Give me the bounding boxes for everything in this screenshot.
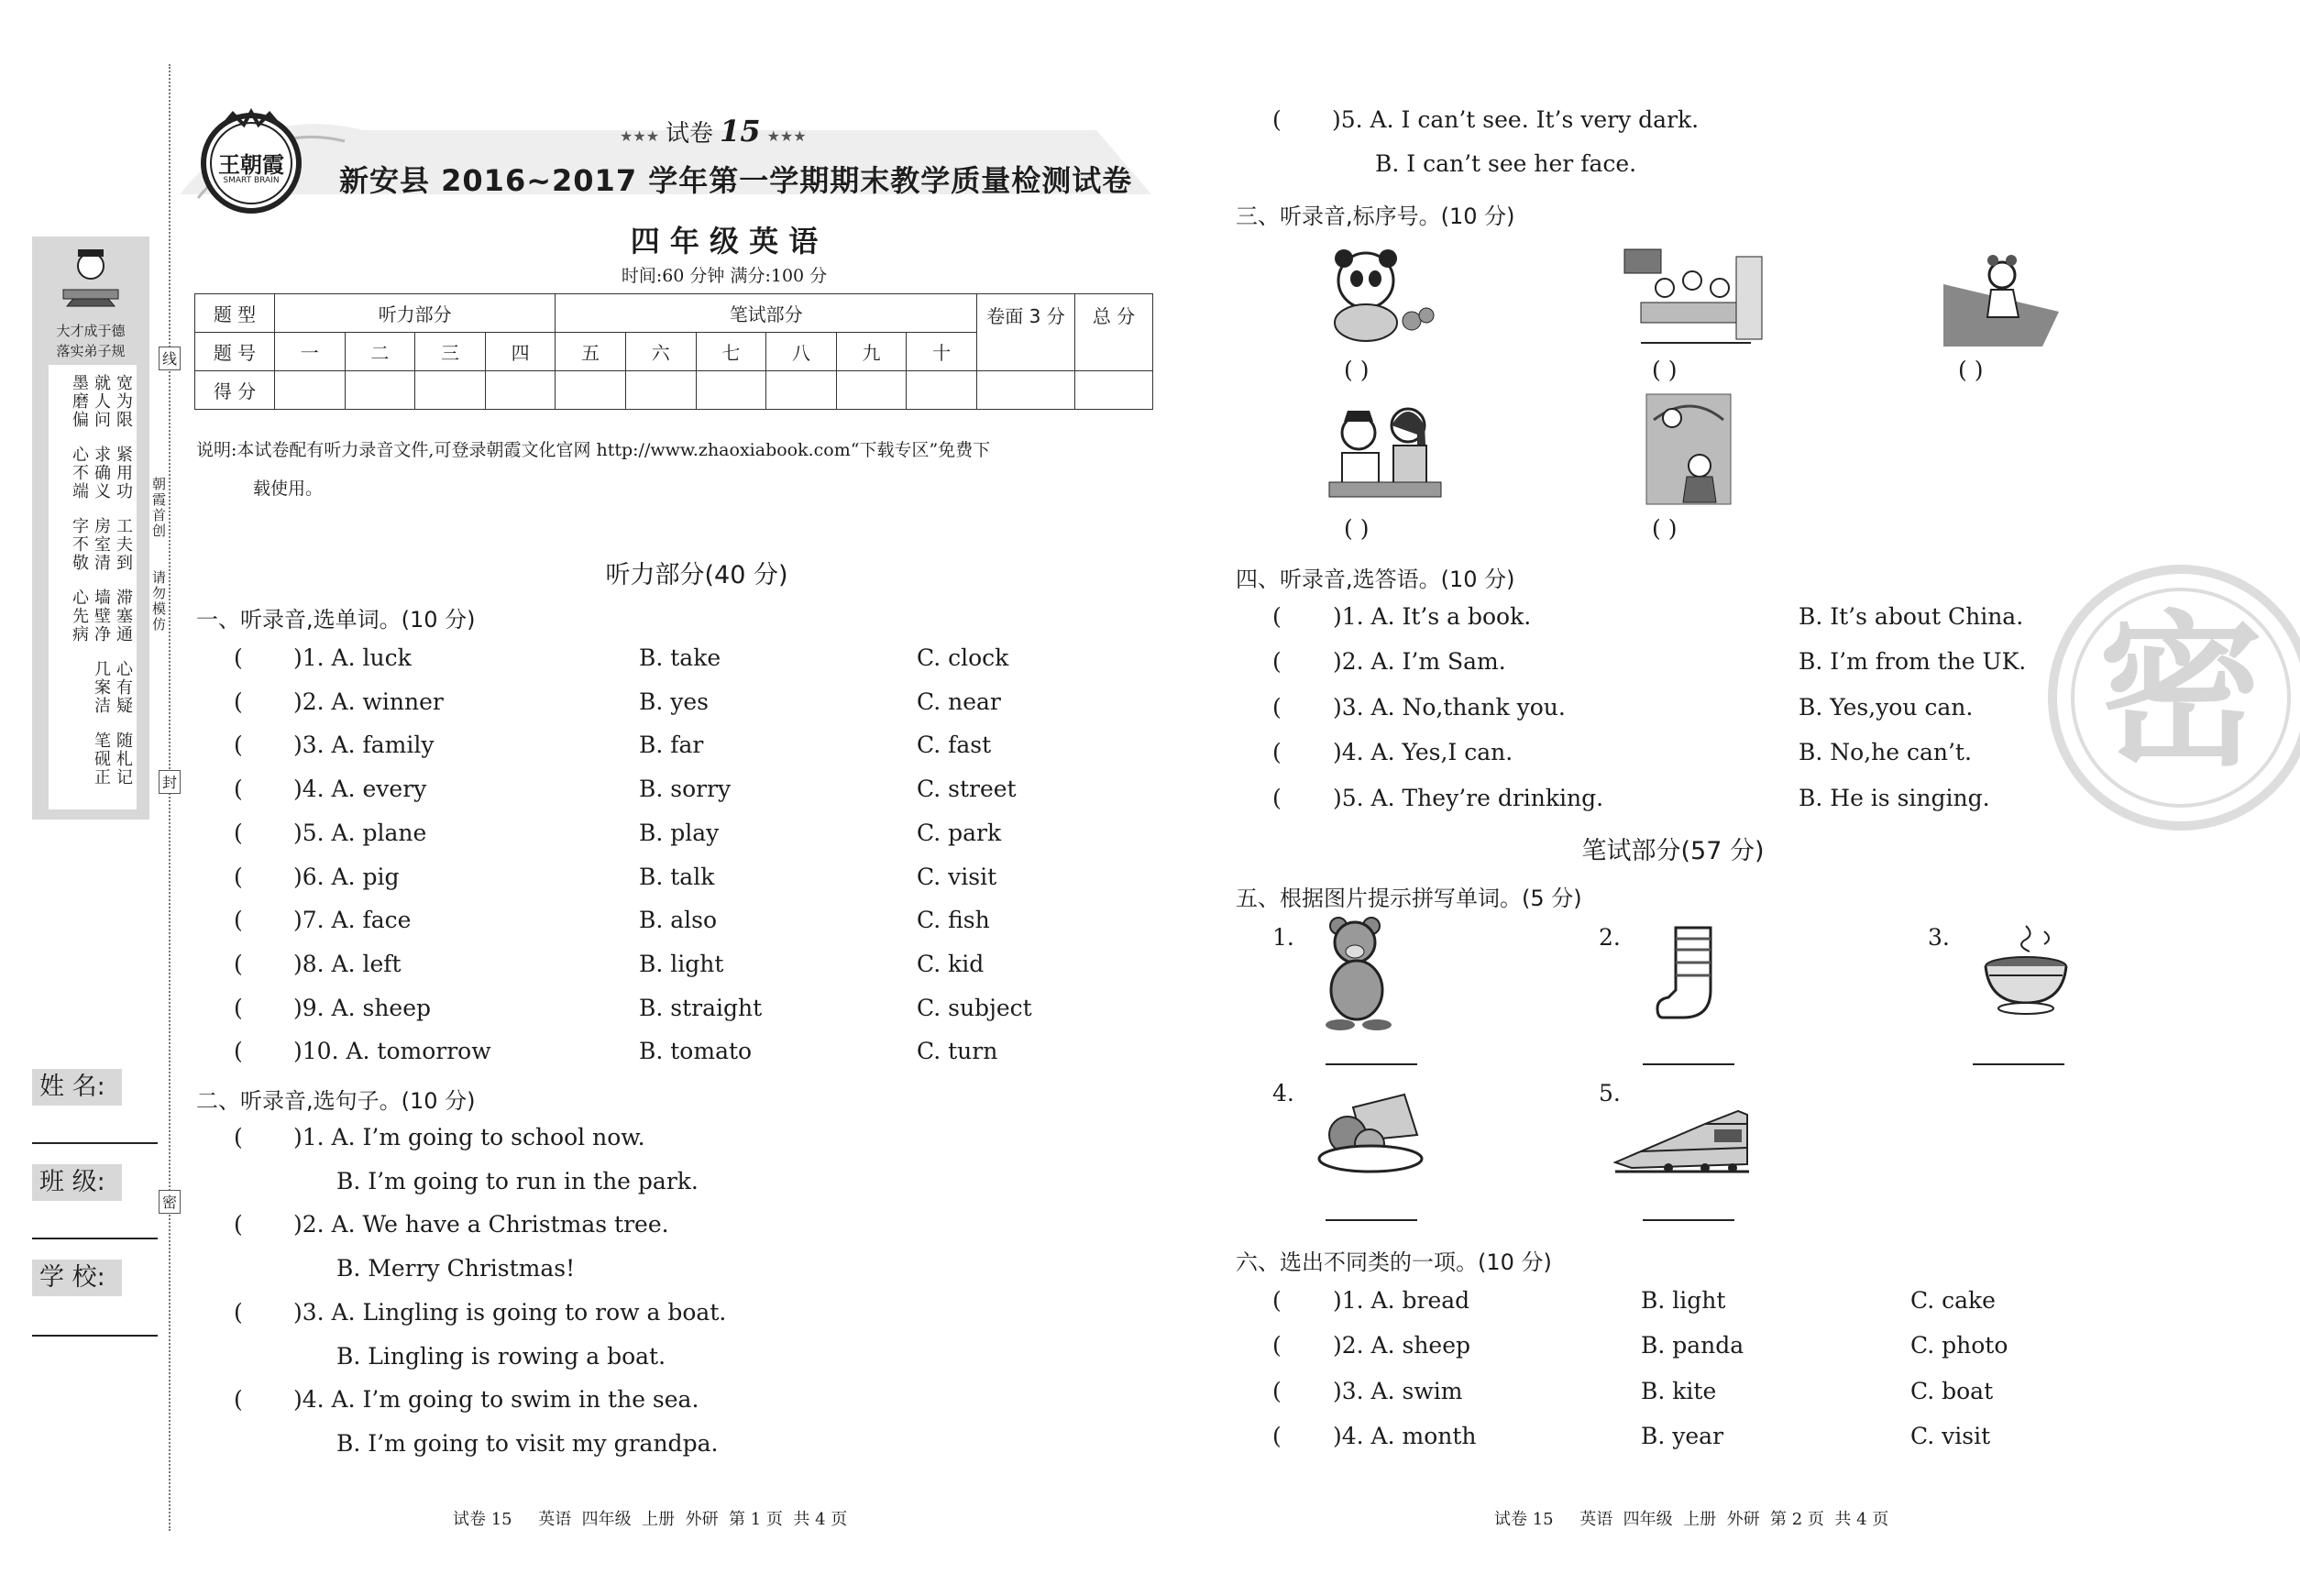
answer-paren[interactable]: ( [1272, 739, 1282, 766]
option-a: )10. A. tomorrow [293, 1038, 491, 1065]
class-field[interactable] [32, 1238, 158, 1239]
option-a: )9. A. sheep [293, 994, 432, 1021]
part3-paren-5[interactable]: ( ) [1652, 515, 1678, 542]
score-cell: 一 [275, 333, 346, 371]
answer-paren[interactable]: ( [1272, 1423, 1282, 1450]
score-input[interactable] [345, 371, 415, 410]
score-input[interactable] [766, 371, 837, 410]
option-b: B. Lingling is rowing a boat. [336, 1342, 666, 1370]
option-a: )4. A. Yes,I can. [1333, 739, 1513, 766]
option-b: B. light [639, 950, 724, 977]
option-b: B. tomato [639, 1038, 753, 1065]
option-b: B. kite [1641, 1377, 1717, 1404]
girl-running-picture-icon [1942, 248, 2061, 348]
answer-blank-4[interactable] [1326, 1219, 1417, 1221]
option-a: )3. A. Lingling is going to row a boat. [293, 1298, 727, 1326]
answer-paren[interactable]: ( [234, 863, 243, 890]
answer-paren[interactable]: ( [234, 644, 243, 671]
option-a: )3. A. No,thank you. [1333, 693, 1566, 721]
option-b: B. year [1641, 1423, 1724, 1450]
name-label: 姓 名: [32, 1069, 122, 1106]
score-table-row [195, 294, 1153, 333]
score-input[interactable] [415, 371, 486, 410]
option-b: B. Yes,you can. [1799, 693, 1974, 721]
score-input[interactable] [907, 371, 977, 410]
part5-num-1: 1. [1272, 924, 1294, 951]
option-c: C. near [917, 688, 1001, 715]
motto-col: 宽为限 [114, 374, 133, 429]
option-b: B. I’m going to visit my grandpa. [336, 1430, 719, 1458]
scholar-figure-icon [54, 242, 127, 315]
option-a: )3. A. family [293, 732, 435, 759]
motto-col: 几案洁 [92, 660, 111, 715]
answer-paren[interactable]: ( [1272, 1332, 1282, 1359]
answer-paren[interactable]: ( [234, 1038, 243, 1065]
exam-title: 新安县 2016~2017 学年第一学期期末教学质量检测试卷 [339, 163, 1133, 198]
answer-paren[interactable]: ( [234, 1298, 243, 1326]
listening-title: 听力部分(40 分) [605, 561, 788, 589]
option-b: B. light [1641, 1287, 1726, 1314]
footer-right: 试卷 15 英语 四年级 上册 外研 第 2 页 共 4 页 [1494, 1510, 1889, 1529]
option-a: )5. A. I can’t see. It’s very dark. [1332, 106, 1700, 133]
motto-col: 求确义 [92, 446, 111, 501]
motto-col: 房室清 [92, 517, 111, 572]
exam-number-line [620, 114, 807, 149]
side-note-1: 朝霞首创 [150, 477, 167, 539]
answer-paren[interactable]: ( [1272, 693, 1282, 721]
part5-num-3: 3. [1928, 924, 1950, 951]
part4-title: 四、听录音,选答语。(10 分) [1236, 567, 1515, 592]
score-cell: 四 [485, 333, 556, 371]
soup-picture-icon [1980, 924, 2072, 1016]
option-a: )1. A. It’s a book. [1333, 603, 1532, 630]
answer-paren[interactable]: ( [1272, 1377, 1282, 1404]
motto-col: 墙壁净 [92, 589, 111, 644]
answer-paren[interactable]: ( [234, 1211, 243, 1238]
class-label: 班 级: [32, 1164, 122, 1201]
score-input[interactable] [275, 371, 346, 410]
option-c: C. visit [917, 863, 997, 890]
option-a: )4. A. every [293, 776, 427, 803]
school-label: 学 校: [32, 1260, 122, 1296]
bear-picture-icon [1320, 915, 1403, 1032]
option-a: )8. A. left [293, 950, 402, 977]
score-cell: 三 [415, 333, 486, 371]
option-b: B. No,he can’t. [1799, 739, 1972, 766]
option-a: )5. A. They’re drinking. [1333, 784, 1604, 811]
option-c: C. subject [917, 994, 1032, 1021]
option-a: )2. A. sheep [1333, 1332, 1471, 1359]
score-cell: 题 号 [195, 333, 275, 371]
part5-num-2: 2. [1599, 924, 1621, 951]
motto-col: 心不端 [70, 446, 89, 501]
note-line-2: 载使用。 [253, 479, 324, 499]
motto-col: 随札记 [114, 732, 133, 787]
motto-panel [32, 237, 149, 820]
option-a: )1. A. luck [293, 644, 412, 671]
answer-blank-5[interactable] [1643, 1219, 1734, 1221]
part3-paren-2[interactable]: ( ) [1652, 357, 1678, 383]
option-b: B. play [639, 819, 720, 846]
answer-paren[interactable]: ( [1272, 603, 1282, 630]
option-a: )2. A. winner [293, 688, 444, 715]
option-b: B. take [639, 644, 721, 671]
fruit-plate-picture-icon [1316, 1080, 1425, 1175]
exam-label: 试卷 [666, 120, 714, 148]
motto-col: 心有疑 [114, 660, 133, 715]
option-b: B. He is singing. [1799, 784, 1990, 811]
score-cell: 九 [836, 333, 907, 371]
answer-paren[interactable]: ( [234, 732, 243, 759]
motto-col: 滞塞通 [114, 589, 133, 644]
score-cell: 八 [766, 333, 837, 371]
option-c: C. photo [1910, 1332, 2008, 1359]
brand-logo [196, 106, 306, 216]
option-c: C. visit [1910, 1423, 1991, 1450]
motto-col: 就人问 [92, 374, 111, 429]
part1-title: 一、听录音,选单词。(10 分) [196, 607, 476, 633]
answer-blank-3[interactable] [1973, 1063, 2064, 1065]
score-input[interactable] [1075, 371, 1153, 410]
part5-title: 五、根据图片提示拼写单词。(5 分) [1236, 886, 1582, 911]
option-b: B. I’m from the UK. [1799, 648, 2027, 676]
option-b: B. also [639, 907, 718, 934]
note-line-1: 说明:本试卷配有听力录音文件,可登录朝霞文化官网 http://www.zhaoxiabook.com“下载专区”免费下 [196, 440, 991, 460]
option-b: B. sorry [639, 776, 732, 803]
footer-left: 试卷 15 英语 四年级 上册 外研 第 1 页 共 4 页 [453, 1510, 848, 1529]
option-a: )2. A. I’m Sam. [1333, 648, 1506, 676]
option-b: B. Merry Christmas! [336, 1255, 576, 1282]
option-c: C. cake [1910, 1287, 1996, 1314]
answer-blank-1[interactable] [1326, 1063, 1417, 1065]
answer-paren[interactable]: ( [234, 688, 243, 715]
motto-col: 笔砚正 [92, 732, 111, 787]
part3-paren-3[interactable]: ( ) [1958, 357, 1984, 383]
option-a: )1. A. I’m going to school now. [293, 1124, 645, 1150]
name-field[interactable] [32, 1142, 158, 1144]
time-info: 时间:60 分钟 满分:100 分 [621, 266, 828, 286]
option-b: B. I can’t see her face. [1375, 150, 1637, 177]
option-c: C. fast [917, 732, 992, 759]
score-cell: 得 分 [195, 371, 275, 410]
option-c: C. turn [917, 1038, 998, 1065]
part3-title: 三、听录音,标序号。(10 分) [1236, 204, 1515, 229]
subject-title: 四 年 级 英 语 [630, 224, 819, 259]
train-picture-icon [1613, 1096, 1751, 1179]
motto-col: 工夫到 [114, 517, 133, 572]
score-input[interactable] [485, 371, 556, 410]
motto-col: 紧用功 [114, 446, 133, 501]
option-c: C. boat [1910, 1377, 1994, 1404]
answer-paren[interactable]: ( [1272, 106, 1282, 133]
kids-drawing-picture-icon [1326, 398, 1445, 504]
stars-right: ★★★ [766, 127, 807, 145]
motto-col: 字不敬 [70, 517, 89, 572]
score-input[interactable] [836, 371, 907, 410]
answer-paren[interactable]: ( [234, 1386, 243, 1414]
score-input[interactable] [977, 371, 1075, 410]
option-b: B. yes [639, 688, 710, 715]
option-c: C. park [917, 819, 1002, 846]
option-b: B. I’m going to run in the park. [336, 1168, 699, 1194]
writing-title: 笔试部分(57 分) [1581, 837, 1765, 865]
option-a: )5. A. plane [293, 819, 427, 846]
score-cell: 题 型 [195, 294, 275, 333]
answer-paren[interactable]: ( [234, 1124, 243, 1150]
boy-kite-picture-icon [1645, 392, 1733, 506]
option-b: B. far [639, 732, 704, 759]
part3-paren-4[interactable]: ( ) [1344, 515, 1370, 542]
watermark-text: 密 [2097, 597, 2263, 788]
stars-left: ★★★ [620, 127, 660, 145]
score-input[interactable] [625, 371, 696, 410]
binding-dotted-line [169, 64, 171, 1531]
score-cell: 六 [625, 333, 696, 371]
score-cell: 听力部分 [275, 294, 556, 333]
school-field[interactable] [32, 1335, 158, 1337]
option-c: C. fish [917, 907, 990, 934]
option-c: C. clock [917, 644, 1009, 671]
answer-blank-2[interactable] [1643, 1063, 1734, 1065]
option-b: B. talk [639, 863, 715, 890]
option-a: )2. A. We have a Christmas tree. [293, 1211, 669, 1238]
part5-num-5: 5. [1599, 1080, 1621, 1106]
score-cell: 五 [556, 333, 626, 371]
logo-text: 王朝霞 [218, 151, 284, 178]
option-c: C. kid [917, 950, 985, 977]
score-cell: 十 [907, 333, 977, 371]
motto-line-1: 大才成于德 [56, 323, 126, 339]
classroom-picture-icon [1623, 248, 1766, 348]
seal-line-mark: 线 [159, 347, 181, 370]
sock-picture-icon [1656, 926, 1725, 1021]
option-b: B. It’s about China. [1799, 603, 2024, 630]
exam-number: 15 [720, 114, 761, 149]
motto-line-2: 落实弟子规 [56, 343, 126, 359]
seal-seal-mark: 封 [159, 770, 181, 794]
answer-paren[interactable]: ( [234, 994, 243, 1021]
score-input[interactable] [696, 371, 766, 410]
score-cell: 总 分 [1075, 294, 1153, 371]
part2-title: 二、听录音,选句子。(10 分) [196, 1088, 476, 1114]
logo-subtext: SMART BRAIN [223, 176, 280, 185]
option-a: )1. A. bread [1333, 1287, 1470, 1314]
option-a: )7. A. face [293, 907, 412, 934]
answer-paren[interactable]: ( [234, 907, 243, 934]
motto-col: 心先病 [70, 589, 89, 644]
panda-picture-icon [1320, 244, 1439, 345]
score-cell: 笔试部分 [556, 294, 977, 333]
secret-watermark-icon [2048, 565, 2300, 831]
option-a: )3. A. swim [1333, 1377, 1463, 1404]
answer-paren[interactable]: ( [1272, 648, 1282, 676]
answer-paren[interactable]: ( [1272, 784, 1282, 811]
answer-paren[interactable]: ( [234, 776, 243, 803]
seal-secret-mark: 密 [159, 1190, 181, 1214]
part3-paren-1[interactable]: ( ) [1344, 357, 1370, 383]
score-table-row [195, 371, 1153, 410]
option-a: )6. A. pig [293, 863, 400, 890]
score-cell: 卷面 3 分 [977, 294, 1075, 371]
answer-paren[interactable]: ( [234, 950, 243, 977]
option-b: B. panda [1641, 1332, 1744, 1359]
part6-title: 六、选出不同类的一项。(10 分) [1236, 1249, 1552, 1275]
score-input[interactable] [556, 371, 626, 410]
option-a: )4. A. month [1333, 1423, 1477, 1450]
motto-col: 墨磨偏 [70, 374, 89, 429]
score-cell: 七 [696, 333, 766, 371]
score-cell: 二 [345, 333, 415, 371]
option-a: )4. A. I’m going to swim in the sea. [293, 1386, 699, 1414]
option-b: B. straight [639, 994, 763, 1021]
answer-paren[interactable]: ( [1272, 1287, 1282, 1314]
option-c: C. street [917, 776, 1017, 803]
side-note-2: 请勿模仿 [150, 570, 167, 633]
answer-paren[interactable]: ( [234, 819, 243, 846]
part5-num-4: 4. [1272, 1080, 1294, 1106]
score-table [194, 293, 1153, 410]
